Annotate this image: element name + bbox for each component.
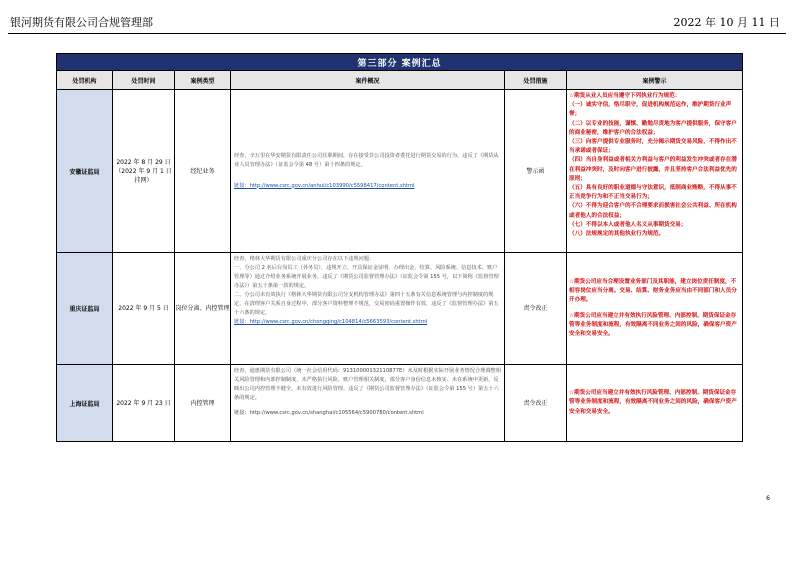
case-warning — [567, 90, 743, 253]
warning-line: ☆期货公司应当建立并有效执行风险管理、内部控制、期货保证金存管等业务制度和流程，有效隔离不同业务之间的风险，确保客户资产安全和交易安全。 — [569, 390, 737, 415]
penalty-authority: 安徽证监局 — [57, 90, 113, 253]
summary-paragraph: 经查，辛万里在华安期货有限责任公司任职期间，存在接受非公司投资者委托进行期货交易的行为，违反了《期货从业人员管理办法》（证监会令第 48 号）第十四条的规定。 — [234, 152, 499, 168]
summary-link-line[interactable] — [234, 409, 501, 418]
column-header: 案例类型 — [175, 71, 231, 90]
penalty-measure: 责令改正 — [505, 365, 567, 442]
column-header: 处罚措施 — [505, 71, 567, 90]
column-header: 案件概况 — [231, 71, 505, 90]
table-row — [57, 90, 743, 253]
case-type: 岗位分离、内控管理 — [175, 253, 231, 365]
warning-line: （四）当自身利益或者相关方利益与客户的利益发生冲突或者存在潜在利益冲突时，及时向客户进行披露，并且坚持客户合法利益优先的原则； — [569, 157, 737, 182]
warning-line: （五）具有良好的职业道德与守法意识，抵制商业贿赂，不得从事不正当竞争行为和不正当交易行为； — [569, 185, 737, 201]
summary-paragraph: 经查，格林大华期货有限公司重庆分公司存在以下违规问题： — [234, 256, 375, 262]
warning-line: （二）以专业的技能，谨慎、勤勉尽责地为客户提供服务，保守客户的商业秘密，维护客户的合法权益； — [569, 120, 737, 136]
case-summary — [231, 90, 505, 253]
summary-link-line[interactable] — [234, 182, 501, 191]
column-header: 处罚时间 — [113, 71, 175, 90]
column-header: 案例警示 — [567, 71, 743, 90]
warning-line: ☆期货公司应当建立并有效执行风险管理、内部控制、期货保证金存管等业务制度和流程，有效隔离不同业务之间的风险，确保客户资产安全和交易安全。 — [569, 312, 737, 337]
header-divider — [8, 33, 786, 34]
warning-line: （一）诚实守信，恪尽职守，促进机构规范运作，维护期货行业声誉； — [569, 102, 732, 118]
case-summary-table — [56, 53, 743, 442]
penalty-date: 2022 年 9 月 23 日 — [113, 365, 175, 442]
case-summary — [231, 365, 505, 442]
table-title: 第三部分 案例汇总 — [57, 54, 743, 71]
page-number: 6 — [766, 495, 770, 502]
warning-line: （六）不得为迎合客户的不合理要求而损害社会公共利益、所在机构或者他人的合法权益； — [569, 203, 737, 219]
summary-paragraph: 一、分公司 2 名后台岗员工（外务员），违规开立、开具保证金证明、办理出金、结算、风险系统、信息技术、账户管理等）通过介绍业务系统开展业务，违反了《期货公司监督管理办法》（证监会令第 155 号，以下简称《监督管理办法》）第五十条第一款的规定。 — [234, 265, 499, 289]
warning-line: （三）向客户提供专业服务时，充分揭示期货交易风险，不得作出不当承诺或者保证； — [569, 139, 737, 155]
document-header-date: 2022 年 10 月 11 日 — [673, 16, 780, 29]
warning-line: （七）不得以本人或者他人名义从事期货交易； — [569, 221, 687, 228]
case-warning — [567, 253, 743, 365]
case-summary — [231, 253, 505, 365]
warning-line: ☆期货公司应当合理设置业务部门及其职能，建立岗位责任制度，不相容岗位应当分离。交易、结算、财务业务应当由不同部门和人员分开办理。 — [569, 278, 737, 304]
warning-line: （八）法规规定的其他执业行为规范。 — [569, 231, 665, 238]
table-row — [57, 253, 743, 365]
penalty-authority: 重庆证监局 — [57, 253, 113, 365]
case-link[interactable]: 链接：http://www.csrc.gov.cn/anhui/c103990/c5598417/content.shtml — [234, 182, 415, 189]
table-header-row — [57, 71, 743, 90]
penalty-date: 2022 年 9 月 5 日 — [113, 253, 175, 365]
penalty-authority: 上海证监局 — [57, 365, 113, 442]
table-row — [57, 365, 743, 442]
penalty-measure: 责令改正 — [505, 253, 567, 365]
case-warning — [567, 365, 743, 442]
case-type: 经纪业务 — [175, 90, 231, 253]
case-type: 内控管理 — [175, 365, 231, 442]
document-header-company: 银河期货有限公司合规管理部 — [10, 16, 153, 29]
case-link[interactable]: 链接：http://www.csrc.gov.cn/shanghai/c105564/c5900780/content.shtml — [234, 410, 424, 416]
summary-paragraph: 经查，通惠期货有限公司（统一社会信用代码：91310000132110877E）未及时根据实际开展业务情况合理调整相关风险管理和内部控制制度，未严格执行风险、账户管理相关制度，部分客户身份信息未核实、未在系统中更新，反映出公司内控管理不健全，未有效进行风险管理。违反了《期货公司监督管理办法》（证监会令第 155 号）第五十六条的规定。 — [234, 368, 501, 401]
penalty-measure: 警示函 — [505, 90, 567, 253]
warning-line: ☆期货从业人员应当遵守下列执业行为规范： — [569, 93, 681, 99]
summary-link-line[interactable] — [234, 318, 501, 327]
summary-paragraph: 二、分公司未有效执行《格林大华期货有限公司分支机构管理办法》第四十五条有关信息系统管理与内控制度的规定，在清理客户关系自身过程中，部分客户资料整理不规范，交易密码重置操作有效，违反了《监督管理办法》第五十六条的规定。 — [234, 292, 499, 316]
case-link[interactable]: 链接：http://www.csrc.gov.cn/chongqing/c104814/c5663593/content.shtml — [234, 319, 428, 325]
penalty-date: 2022 年 8 月 29 日（2022 年 9 月 1 日挂网） — [113, 90, 175, 253]
column-header: 处罚机构 — [57, 71, 113, 90]
